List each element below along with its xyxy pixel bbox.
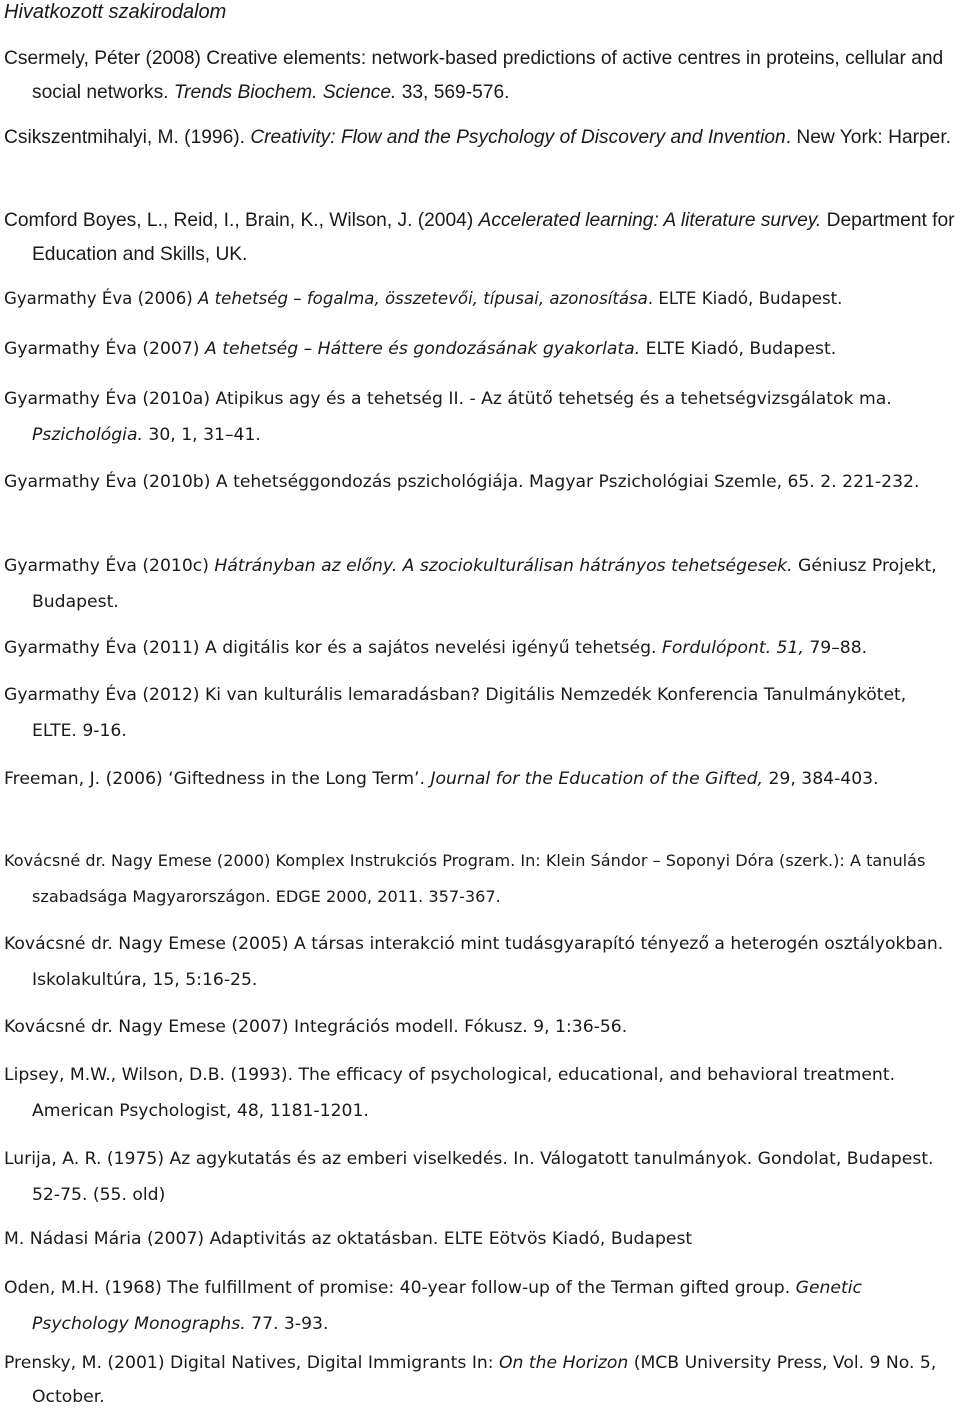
reference-entry (4, 1222, 956, 1256)
reference-italic-text: Pszichológia. (32, 425, 143, 445)
reference-italic-text: Genetic Psychology Monographs. (32, 1278, 862, 1334)
reference-entry (4, 761, 956, 797)
reference-text: Gyarmathy Éva (2012) Ki van kulturális lemaradásban? Digitális Nemzedék Konferencia Tanulmánykötet, ELTE. 9-16. (4, 685, 907, 741)
reference-text: Gyarmathy Éva (2006) (4, 289, 199, 308)
reference-text: Csermely, Péter (2008) Creative elements: network-based predictions of active centres in proteins, cellular and social networks. (4, 48, 944, 103)
reference-entry (4, 1141, 956, 1213)
reference-entry (4, 464, 956, 500)
reference-text: Kovácsné dr. Nagy Emese (2000) Komplex Instrukciós Program. In: Klein Sándor – Soponyi Dóra (szerk.): A tanulás szabadsága Magyarországon. EDGE 2000, 2011. 357-367. (4, 851, 926, 906)
reference-italic-text: A tehetség – Háttere és gondozásának gyakorlata. (204, 339, 641, 359)
reference-text: Comford Boyes, L., Reid, I., Brain, K., Wilson, J. (2004) (4, 210, 479, 231)
reference-text: Lurija, A. R. (1975) Az agykutatás és az emberi viselkedés. In. Válogatott tanulmányok. Gondolat, Budapest. 52-75. (55. old) (4, 1149, 934, 1205)
reference-entry (4, 1346, 956, 1414)
reference-text: Freeman, J. (2006) ‘Giftedness in the Long Term’. (4, 769, 431, 789)
reference-italic-text: Creativity: Flow and the Psychology of Discovery and Invention (250, 127, 786, 148)
reference-text: 30, 1, 31–41. (142, 425, 261, 445)
reference-text: Kovácsné dr. Nagy Emese (2007) Integrációs modell. Fókusz. 9, 1:36-56. (4, 1017, 628, 1037)
reference-italic-text: Journal for the Education of the Gifted, (430, 769, 763, 789)
reference-text: ELTE Kiadó, Budapest. (640, 339, 837, 359)
reference-text: M. Nádasi Mária (2007) Adaptivitás az oktatásban. ELTE Eötvös Kiadó, Budapest (4, 1229, 693, 1249)
reference-italic-text: A tehetség – fogalma, összetevői, típusai, azonosítása (198, 289, 648, 308)
reference-entry (4, 926, 956, 998)
reference-entry (4, 332, 956, 366)
reference-text: Géniusz Projekt, Budapest. (32, 556, 937, 612)
reference-entry (4, 42, 956, 110)
reference-italic-text: Trends Biochem. Science. (173, 82, 397, 103)
reference-text: Prensky, M. (2001) Digital Natives, Digital Immigrants In: (4, 1353, 500, 1373)
section-heading: Hivatkozott szakirodalom (4, 1, 227, 23)
reference-entry (4, 1057, 956, 1129)
reference-text: . New York: Harper. (785, 127, 952, 148)
reference-text: . ELTE Kiadó, Budapest. (647, 289, 843, 308)
reference-text: Gyarmathy Éva (2010c) (4, 556, 215, 576)
reference-entry (4, 204, 956, 272)
reference-italic-text: Hátrányban az előny. A szociokulturálisan hátrányos tehetségesek. (214, 556, 793, 576)
reference-italic-text: On the Horizon (499, 1353, 629, 1373)
reference-entry (4, 548, 956, 620)
reference-entry (4, 631, 956, 665)
reference-italic-text: Fordulópont. 51, (661, 638, 804, 658)
reference-entry (4, 121, 956, 155)
reference-entry (4, 381, 956, 453)
reference-text: Kovácsné dr. Nagy Emese (2005) A társas interakció mint tudásgyarapító tényező a heterogén osztályokban. Iskolakultúra, 15, 5:16-25. (4, 934, 944, 990)
reference-italic-text: Accelerated learning: A literature survey. (478, 210, 822, 231)
reference-entry (4, 1270, 956, 1342)
reference-text: Gyarmathy Éva (2010a) Atipikus agy és a tehetség II. - Az átütő tehetség és a tehetségvizsgálatok ma. (4, 389, 892, 409)
reference-text: Csikszentmihalyi, M. (1996). (4, 127, 251, 148)
reference-text: 29, 384-403. (763, 769, 879, 789)
reference-text: (MCB University Press, Vol. 9 No. 5, October. (32, 1353, 937, 1407)
reference-text: Gyarmathy Éva (2011) A digitális kor és a sajátos nevelési igényű tehetség. (4, 638, 662, 658)
reference-text: 79–88. (803, 638, 868, 658)
reference-text: 77. 3-93. (245, 1314, 329, 1334)
reference-text: Lipsey, M.W., Wilson, D.B. (1993). The efficacy of psychological, educational, and behavioral treatment. American Psychologist, 48, 1181-1201. (4, 1065, 896, 1121)
reference-text: Gyarmathy Éva (2010b) A tehetséggondozás pszichológiája. Magyar Pszichológiai Szemle, 65. 2. 221-232. (4, 472, 920, 492)
reference-entry (4, 282, 956, 316)
reference-text: Gyarmathy Éva (2007) (4, 339, 205, 359)
reference-entry (4, 843, 956, 915)
reference-text: Department for Education and Skills, UK. (32, 210, 955, 265)
reference-entry (4, 677, 956, 749)
reference-entry (4, 1010, 956, 1044)
reference-text: 33, 569-576. (396, 82, 510, 103)
reference-text: Oden, M.H. (1968) The fulfillment of promise: 40-year follow-up of the Terman gifted group. (4, 1278, 796, 1298)
